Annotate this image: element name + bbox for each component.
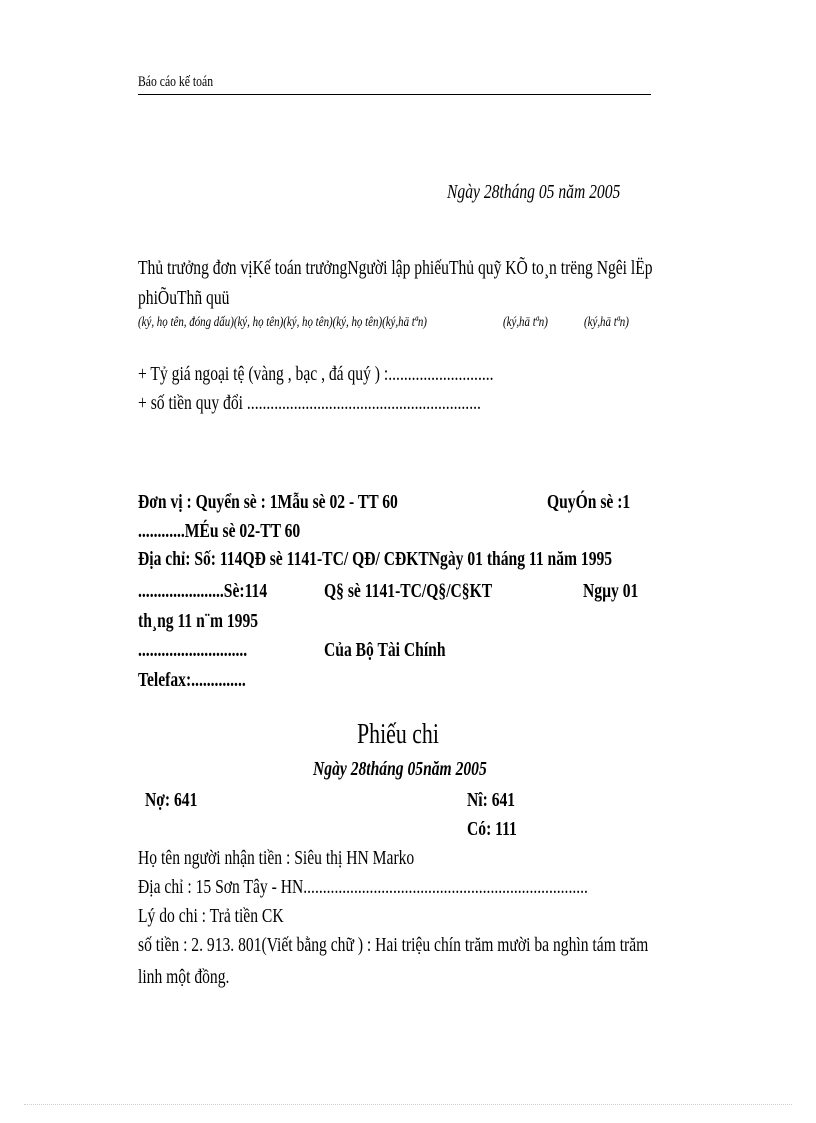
debit-account-2: Nî: 641	[467, 789, 516, 811]
form-number: ............MÉu sè 02-TT 60	[138, 520, 301, 542]
debit-account: Nợ: 641	[145, 789, 198, 811]
amount-line-2: linh một đồng.	[138, 966, 230, 988]
exchange-rate-line: + Tỷ giá ngoại tệ (vàng , bạc , đá quý ) :...........................	[138, 363, 494, 385]
amount-line-1: số tiền : 2. 913. 801(Viết bằng chữ ) : Hai triệu chín trăm mười ba nghìn tám trăm	[138, 934, 649, 956]
book-number: QuyÓn sè :1	[547, 491, 631, 513]
decision-date-part-1: Ngµy 01	[583, 580, 639, 602]
decision-date-part-2: th¸ng 11 n¨m 1995	[138, 610, 259, 632]
signature-note-3: (ký,hä tªn)	[584, 315, 629, 330]
signature-note-1: (ký, họ tên, đóng dấu)(ký, họ tên)(ký, họ tên)(ký, họ tên)(ký,hä tªn)	[138, 315, 427, 330]
footer-rule	[24, 1104, 792, 1105]
address-decision-line: Địa chỉ: Số: 114QĐ sè 1141-TC/ QĐ/ CĐKTNgày 01 tháng 11 năm 1995	[138, 548, 613, 570]
signature-note-2: (ký,hä tªn)	[503, 315, 548, 330]
voucher-date: Ngày 28tháng 05năm 2005	[313, 758, 487, 780]
blank-dots: ............................	[138, 639, 248, 661]
signature-titles-row-2: phiÕuThñ quü	[138, 287, 230, 309]
number-line: ......................Sè:114	[138, 580, 268, 602]
converted-amount-line: + số tiền quy đổi ............................................................	[138, 392, 481, 414]
receiver-line: Họ tên người nhận tiền : Siêu thị HN Marko	[138, 847, 415, 869]
report-header: Báo cáo kế toán	[138, 74, 214, 90]
telefax-line: Telefax:..............	[138, 669, 246, 691]
credit-account: Có: 111	[467, 818, 517, 840]
unit-line: Đơn vị : Quyển sè : 1Mẫu sè 02 - TT 60	[138, 491, 398, 513]
header-rule	[138, 94, 651, 95]
payment-reason: Lý do chi : Trả tiền CK	[138, 905, 284, 927]
receiver-address: Địa chỉ : 15 Sơn Tây - HN.........................................................................	[138, 876, 588, 898]
decision-line: Q§ sè 1141-TC/Q§/C§KT	[324, 580, 493, 602]
voucher-title: Phiếu chi	[357, 719, 439, 750]
ministry-name: Của Bộ Tài Chính	[324, 639, 446, 661]
signature-titles-row-1: Thủ trưởng đơn vịKế toán trưởngNgười lập phiếuThủ quỹ KÕ to¸n trëng Ngêi lËp	[138, 257, 653, 279]
top-date: Ngày 28tháng 05 năm 2005	[447, 181, 621, 203]
